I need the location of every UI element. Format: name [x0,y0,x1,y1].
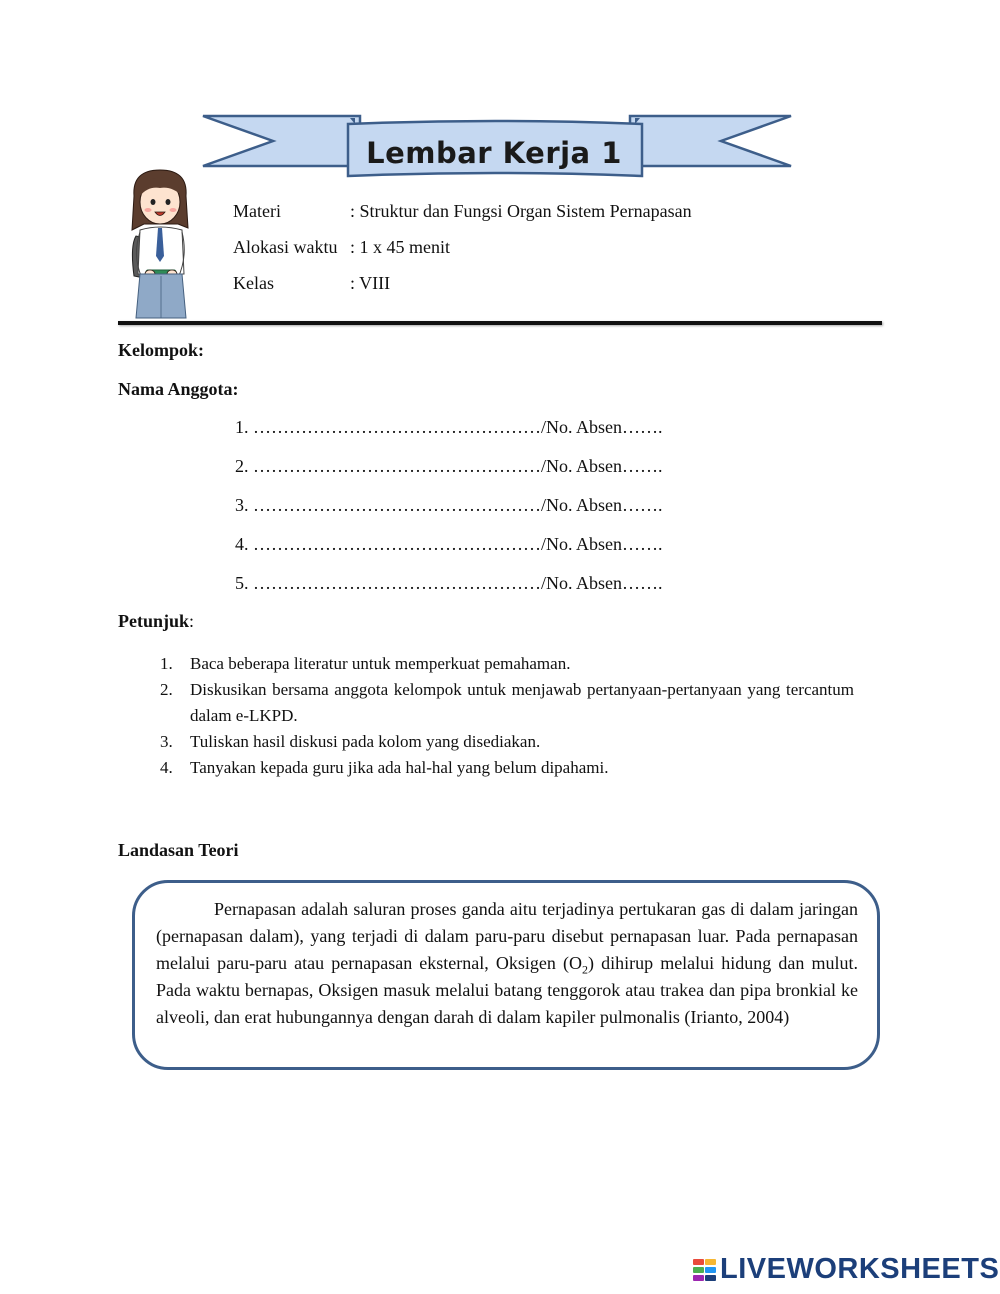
instruction-number: 3. [160,732,173,751]
member-line-5[interactable]: 5. …………………………………………/No. Absen……. [235,573,663,593]
nama-anggota-label: Nama Anggota: [118,379,239,399]
info-label-kelas: Kelas [233,273,274,293]
theory-text-part2: ) dihirup melalui hidung dan mulut. Pada waktu bernapas, Oksigen masuk melalui batang tenggorok atau trakea dan pipa bronkial ke alveoli, dan erat hubungannya dengan darah di dalam kapiler pulmonalis (Irianto, 2004) [156,953,858,1027]
info-label-materi: Materi [233,201,281,221]
liveworksheets-logo[interactable] [692,1253,999,1286]
petunjuk-colon: : [189,611,195,631]
info-label-alokasi-waktu: Alokasi waktu [233,237,338,257]
theory-text-subscript: 2 [581,962,588,977]
instruction-text: Tanyakan kepada guru jika ada hal-hal yang belum dipahami. [190,758,609,777]
petunjuk-label: Petunjuk [118,611,190,631]
instruction-text: Tuliskan hasil diskusi pada kolom yang disediakan. [190,732,541,751]
kelompok-label: Kelompok: [118,340,205,360]
instruction-number: 1. [160,654,173,673]
petunjuk-heading [118,611,194,632]
liveworksheets-logo-icon [692,1257,718,1283]
info-value-materi: : Struktur dan Fungsi Organ Sistem Pernapasan [350,201,692,221]
header-divider [118,321,882,325]
theory-paragraph [156,896,858,1031]
instruction-number: 2. [160,680,173,699]
member-line-3[interactable]: 3. …………………………………………/No. Absen……. [235,495,663,515]
student-illustration [126,166,196,320]
member-line-1[interactable]: 1. …………………………………………/No. Absen……. [235,417,663,437]
info-value-kelas: : VIII [350,273,391,293]
landasan-teori-heading: Landasan Teori [118,840,239,860]
worksheet-title: Lembar Kerja 1 [366,136,622,170]
member-line-2[interactable]: 2. …………………………………………/No. Absen……. [235,456,663,476]
info-value-alokasi-waktu: : 1 x 45 menit [350,237,450,257]
theory-text-part1: Pernapasan adalah saluran proses ganda aitu terjadinya pertukaran gas di dalam jaringan (pernapasan dalam), yang terjadi di dalam paru-paru disebut pernapasan luar. Pada pernapasan melalui paru-paru atau pernapasan eksternal, Oksigen (O [156,899,858,973]
liveworksheets-logo-text: LIVEWORKSHEETS [720,1253,1000,1285]
instruction-number: 4. [160,758,173,777]
member-line-4[interactable]: 4. …………………………………………/No. Absen……. [235,534,663,554]
instruction-text: Baca beberapa literatur untuk memperkuat pemahaman. [190,654,571,673]
instruction-text: Diskusikan bersama anggota kelompok untuk menjawab pertanyaan-pertanyaan yang tercantum dalam e-LKPD. [190,680,854,725]
